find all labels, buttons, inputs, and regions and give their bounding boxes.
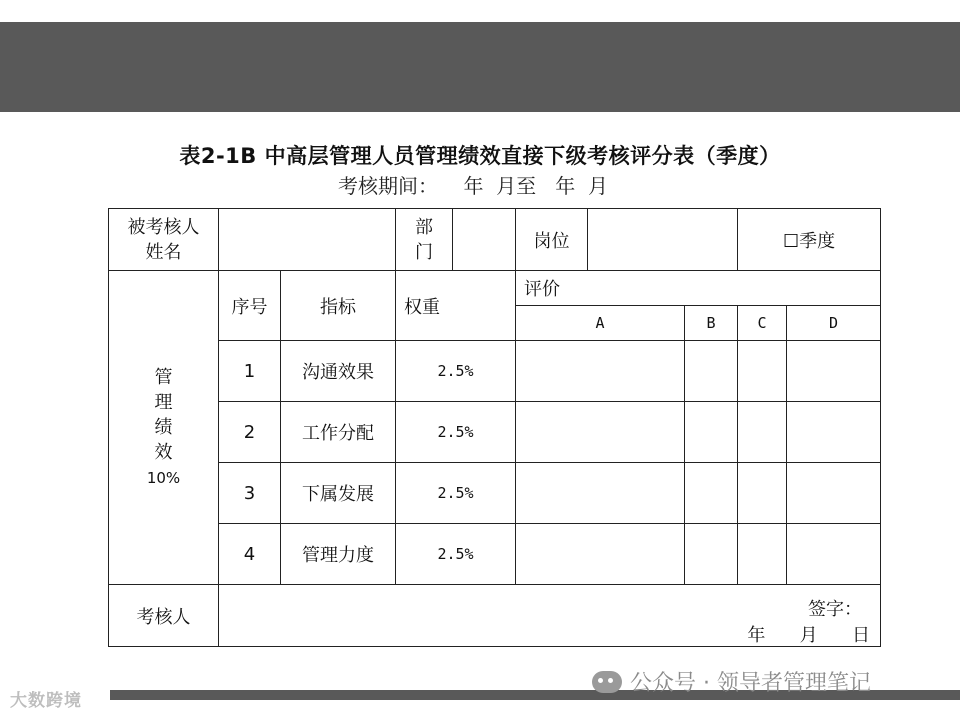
management-performance-cell xyxy=(109,271,219,585)
assessor-label: 考核人 xyxy=(109,585,219,647)
dept-value-cell[interactable] xyxy=(453,209,516,271)
row-weight: 2.5% xyxy=(396,524,516,585)
position-label-cell: 岗位 xyxy=(516,209,588,271)
grade-b-header: B xyxy=(685,306,738,341)
dept-label-cell xyxy=(396,209,453,271)
grade-a-cell[interactable] xyxy=(516,402,685,463)
row-seq: 3 xyxy=(219,463,281,524)
row-indicator: 工作分配 xyxy=(281,402,396,463)
grade-b-cell[interactable] xyxy=(685,402,738,463)
evaluation-form-table xyxy=(108,208,881,647)
grade-d-cell[interactable] xyxy=(787,524,881,585)
site-logo xyxy=(10,686,82,711)
row-indicator: 下属发展 xyxy=(281,463,396,524)
grade-a-header: A xyxy=(516,306,685,341)
grade-d-cell[interactable] xyxy=(787,341,881,402)
dept-label-line1: 部 xyxy=(415,216,433,238)
watermark xyxy=(592,666,871,697)
grade-b-cell[interactable] xyxy=(685,463,738,524)
signature-date: 年 月 日 xyxy=(747,625,871,646)
table-row xyxy=(109,524,881,585)
grade-b-cell[interactable] xyxy=(685,341,738,402)
grade-c-cell[interactable] xyxy=(738,402,787,463)
section-char-4: 效 xyxy=(154,441,173,463)
grade-a-cell[interactable] xyxy=(516,341,685,402)
grade-b-cell[interactable] xyxy=(685,524,738,585)
grade-d-cell[interactable] xyxy=(787,402,881,463)
header-band xyxy=(0,22,960,112)
table-row xyxy=(109,402,881,463)
grade-a-cell[interactable] xyxy=(516,524,685,585)
column-header-row xyxy=(109,271,881,306)
row-indicator: 管理力度 xyxy=(281,524,396,585)
grade-c-header: C xyxy=(738,306,787,341)
row-weight: 2.5% xyxy=(396,341,516,402)
row-weight: 2.5% xyxy=(396,402,516,463)
dept-label-line2: 门 xyxy=(415,241,433,263)
quarter-checkbox[interactable]: ☐季度 xyxy=(738,209,881,271)
assessment-period: 考核期间： 年 月至 年 月 xyxy=(338,174,608,198)
indicator-header: 指标 xyxy=(281,271,396,341)
grade-d-header: D xyxy=(787,306,881,341)
row-weight: 2.5% xyxy=(396,463,516,524)
table-row xyxy=(109,341,881,402)
assessor-row xyxy=(109,585,881,647)
grade-c-cell[interactable] xyxy=(738,524,787,585)
grade-c-cell[interactable] xyxy=(738,463,787,524)
name-label-line1: 被考核人 xyxy=(127,216,200,238)
section-char-2: 理 xyxy=(154,391,173,413)
name-label-cell xyxy=(109,209,219,271)
name-value-cell[interactable] xyxy=(219,209,396,271)
grade-d-cell[interactable] xyxy=(787,463,881,524)
page-title: 表2-1B 中高层管理人员管理绩效直接下级考核评分表（季度） xyxy=(179,144,781,168)
signature-cell[interactable] xyxy=(219,585,881,647)
logo-text: 大数跨境 xyxy=(10,691,82,711)
grade-a-cell[interactable] xyxy=(516,463,685,524)
row-seq: 4 xyxy=(219,524,281,585)
grade-c-cell[interactable] xyxy=(738,341,787,402)
signature-label: 签字： xyxy=(808,599,863,620)
row-indicator: 沟通效果 xyxy=(281,341,396,402)
row-seq: 1 xyxy=(219,341,281,402)
position-value-cell[interactable] xyxy=(588,209,738,271)
evaluation-header: 评价 xyxy=(516,271,881,306)
weight-header: 权重 xyxy=(396,271,516,341)
section-char-1: 管 xyxy=(154,366,173,388)
section-char-3: 绩 xyxy=(154,416,173,438)
table-row xyxy=(109,463,881,524)
header-info-row xyxy=(109,209,881,271)
name-label-line2: 姓名 xyxy=(145,241,182,263)
row-seq: 2 xyxy=(219,402,281,463)
seq-header: 序号 xyxy=(219,271,281,341)
section-weight: 10% xyxy=(146,468,181,487)
watermark-text: 公众号 · 领导者管理笔记 xyxy=(630,671,871,696)
wechat-icon xyxy=(592,671,622,693)
